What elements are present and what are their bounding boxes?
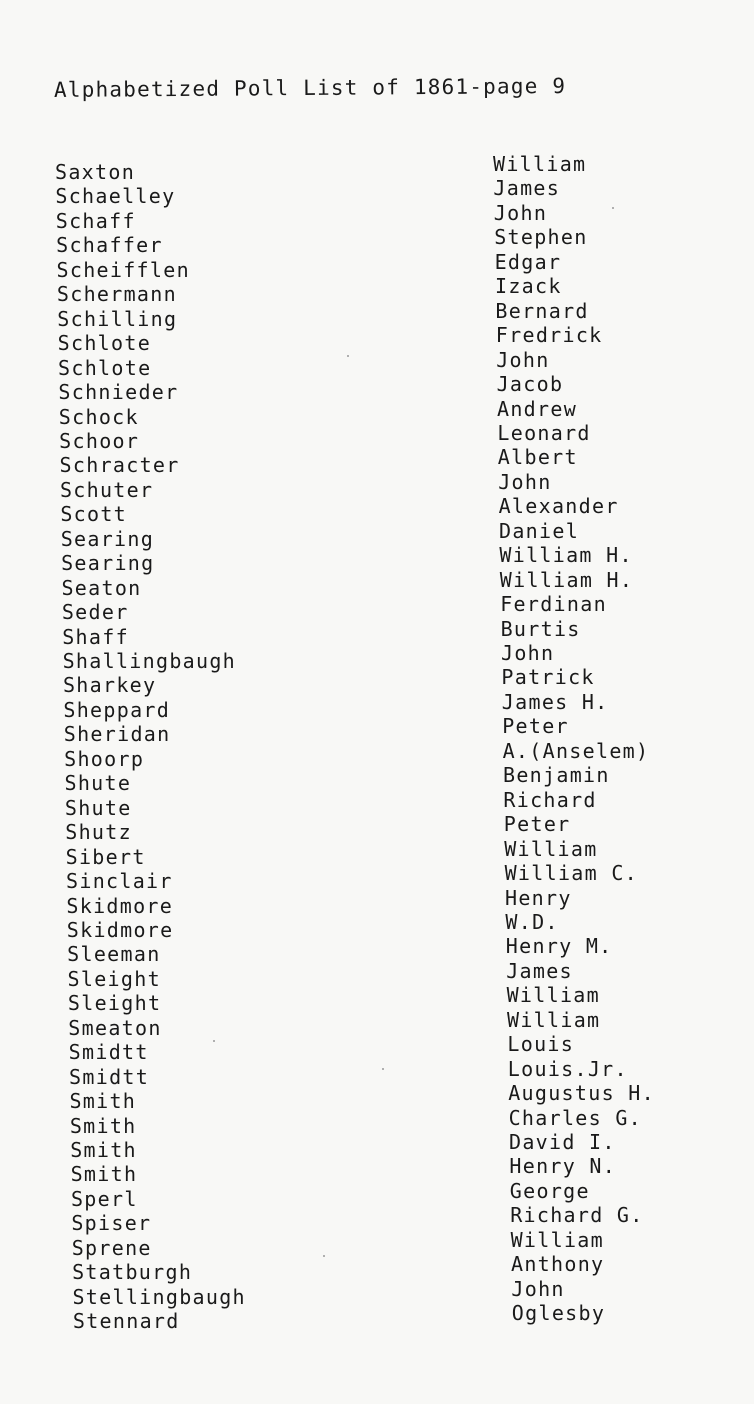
given-name-cell: Izack bbox=[495, 274, 562, 299]
surname-cell: Sibert bbox=[65, 844, 146, 869]
surname-cell: Schlote bbox=[57, 331, 152, 356]
given-name-cell: Richard bbox=[503, 787, 597, 812]
surname-cell: Shoorp bbox=[64, 746, 145, 771]
given-name-cell: Peter bbox=[502, 714, 569, 739]
surname-cell: Schracter bbox=[59, 453, 180, 478]
scan-speck bbox=[347, 355, 349, 357]
given-name-cell: William bbox=[504, 836, 598, 861]
given-name-cell: Patrick bbox=[501, 665, 595, 690]
surname-cell: Spiser bbox=[71, 1211, 152, 1236]
surname-cell: Seder bbox=[61, 600, 129, 625]
given-name-cell: Henry bbox=[505, 885, 572, 910]
given-name-cell: Charles G. bbox=[508, 1105, 643, 1130]
surname-cell: Shallingbaugh bbox=[62, 649, 237, 673]
given-name-cell: James bbox=[493, 176, 561, 201]
surname-cell: Searing bbox=[60, 526, 155, 551]
surname-cell: Searing bbox=[61, 551, 155, 576]
surname-cell: Smith bbox=[69, 1089, 137, 1114]
given-name-cell: Benjamin bbox=[503, 763, 610, 788]
scan-speck bbox=[382, 1068, 384, 1070]
surname-cell: Schoor bbox=[59, 428, 140, 453]
given-name-cell: Fredrick bbox=[495, 323, 603, 348]
surname-cell: Stellingbaugh bbox=[72, 1284, 246, 1309]
given-name-cell: John bbox=[496, 347, 550, 372]
surname-cell: Stennard bbox=[72, 1309, 180, 1334]
given-name-cell: Oglesby bbox=[511, 1301, 606, 1326]
surname-cell: Statburgh bbox=[72, 1260, 193, 1285]
given-name-cell: Henry N. bbox=[509, 1154, 617, 1179]
surname-cell: Shute bbox=[64, 795, 132, 820]
given-name-cell: William H. bbox=[499, 543, 633, 568]
given-name-cell: W.D. bbox=[505, 909, 559, 934]
surname-cell: Shutz bbox=[65, 820, 132, 845]
given-name-cell: William bbox=[506, 983, 600, 1008]
surname-cell: Schilling bbox=[57, 306, 178, 331]
surname-cell: Skidmore bbox=[66, 917, 174, 942]
page-title: Alphabetized Poll List of 1861-page 9 bbox=[53, 73, 567, 102]
surname-cell: Smith bbox=[70, 1162, 138, 1187]
given-name-cell: John bbox=[498, 469, 552, 494]
given-name-cell: James H. bbox=[501, 689, 609, 714]
scan-speck bbox=[213, 1040, 215, 1042]
given-name-cell: William H. bbox=[499, 567, 634, 592]
surname-cell: Shaff bbox=[62, 624, 129, 649]
given-name-cell: Bernard bbox=[495, 298, 589, 323]
given-name-cell: William bbox=[510, 1227, 604, 1252]
given-name-cell: Henry M. bbox=[505, 934, 613, 959]
surname-cell: Schaelley bbox=[55, 184, 176, 209]
given-name-cell: Jacob bbox=[496, 372, 564, 397]
surname-cell: Smidtt bbox=[68, 1040, 149, 1065]
surname-cell: Schaff bbox=[55, 208, 136, 233]
given-name-cell: A.(Anselem) bbox=[502, 738, 650, 763]
given-name-cell: Augustus H. bbox=[508, 1081, 655, 1106]
surname-cell: Schock bbox=[58, 404, 139, 429]
given-name-cell: Anthony bbox=[511, 1252, 605, 1277]
surname-cell: Schuter bbox=[59, 477, 154, 502]
surname-cell: Sheridan bbox=[63, 722, 171, 747]
given-name-cell: Richard G. bbox=[510, 1203, 644, 1228]
surname-cell: Smeaton bbox=[68, 1015, 162, 1040]
given-name-cell: William C. bbox=[504, 861, 639, 886]
surname-cell: Smith bbox=[70, 1138, 137, 1162]
surname-cell: Shute bbox=[64, 771, 132, 796]
given-name-cell: Edgar bbox=[494, 249, 562, 274]
given-name-cell: Ferdinan bbox=[500, 592, 607, 617]
given-name-cell: Daniel bbox=[499, 518, 580, 543]
given-name-cell: Stephen bbox=[494, 225, 588, 250]
surname-cell: Saxton bbox=[55, 160, 136, 184]
surname-cell: Schaffer bbox=[56, 233, 163, 258]
surname-cell: Sleeman bbox=[67, 942, 161, 967]
given-name-cell: Leonard bbox=[497, 420, 591, 445]
given-name-cell: Alexander bbox=[498, 494, 619, 519]
given-name-cell: William bbox=[493, 152, 587, 176]
surname-cell: Smidtt bbox=[69, 1064, 150, 1089]
given-name-cell: John bbox=[493, 200, 548, 225]
surname-cell: Sleight bbox=[67, 966, 161, 991]
given-name-cell: John bbox=[511, 1276, 565, 1301]
surname-cell: Smith bbox=[69, 1113, 137, 1138]
given-name-cell: Louis.Jr. bbox=[507, 1056, 628, 1081]
scan-speck bbox=[323, 1255, 325, 1257]
surname-cell: Sperl bbox=[70, 1186, 138, 1211]
surname-cell: Sinclair bbox=[66, 869, 173, 894]
surname-cell: Seaton bbox=[61, 575, 142, 600]
given-name-cell: George bbox=[509, 1178, 590, 1203]
surname-cell: Sprene bbox=[71, 1235, 152, 1260]
given-name-cell: William bbox=[507, 1007, 601, 1032]
given-name-cell: Andrew bbox=[497, 396, 578, 421]
scan-speck bbox=[612, 207, 614, 209]
surname-cell: Sheppard bbox=[63, 697, 171, 722]
surname-cell: Sleight bbox=[67, 991, 162, 1016]
surname-cell: Skidmore bbox=[66, 893, 174, 918]
surname-cell: Sharkey bbox=[62, 673, 157, 698]
surname-cell: Schnieder bbox=[58, 380, 179, 405]
given-name-cell: David I. bbox=[509, 1130, 616, 1154]
given-name-cell: James bbox=[506, 958, 573, 983]
surname-cell: Schermann bbox=[56, 282, 177, 307]
surname-cell: Scott bbox=[60, 502, 128, 527]
given-name-cell: Burtis bbox=[500, 616, 581, 641]
given-name-cell: Albert bbox=[497, 445, 578, 470]
given-name-cell: John bbox=[501, 641, 555, 665]
surname-cell: Scheifflen bbox=[56, 257, 190, 282]
surname-cell: Schlote bbox=[58, 355, 152, 380]
given-name-cell: Louis bbox=[507, 1032, 575, 1057]
given-name-cell: Peter bbox=[503, 812, 571, 837]
